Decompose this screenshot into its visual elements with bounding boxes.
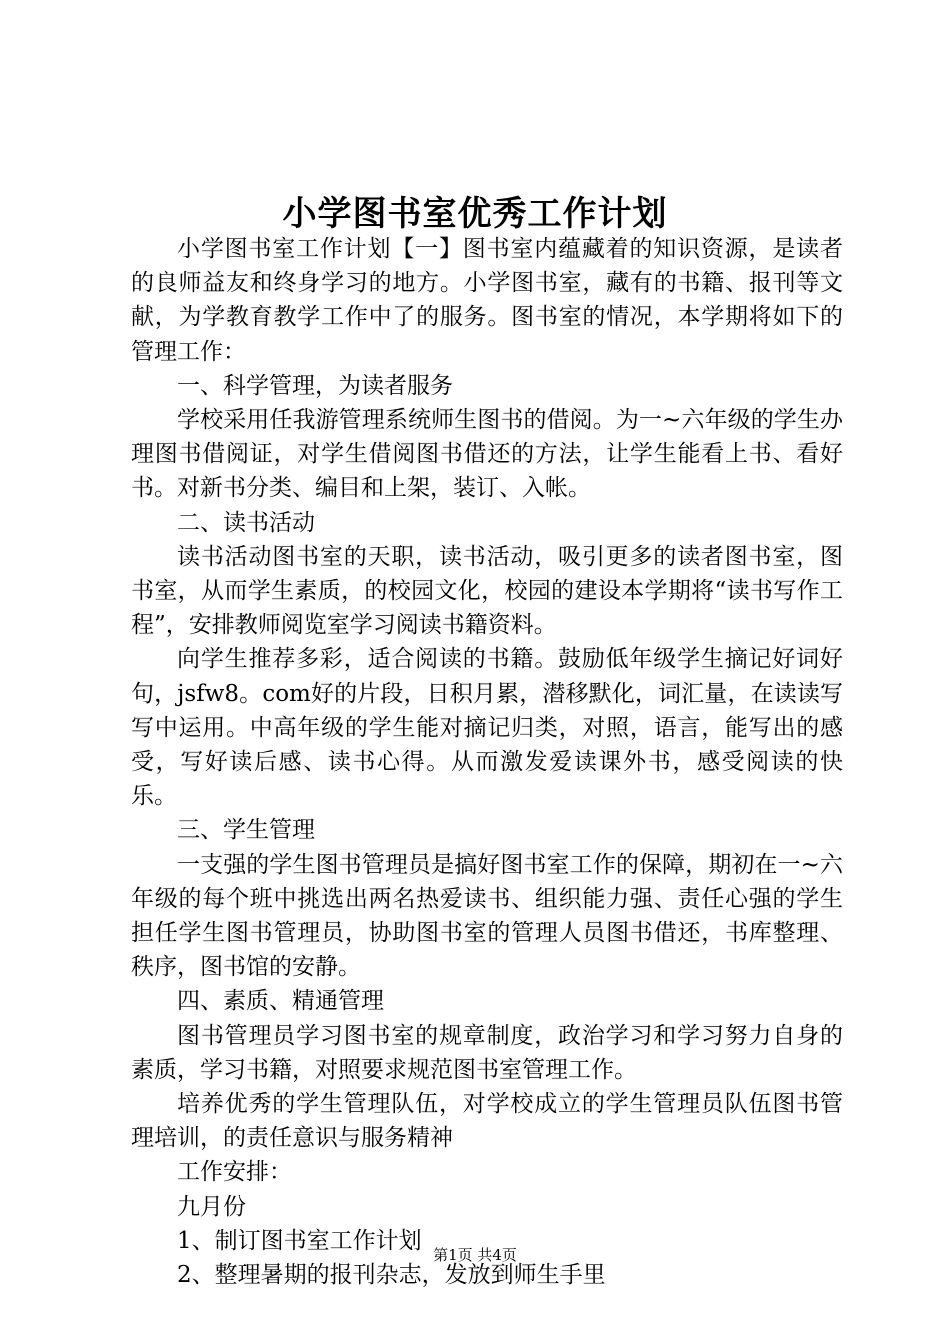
paragraph: 向学生推荐多彩，适合阅读的书籍。鼓励低年级学生摘记好词好句，jsfw8。com好的片段，日积月累，潜移默化，词汇量，在读读写写中运用。中高年级的学生能对摘记归类，对照，语言，能写出的感受，写好读后感、读书心得。从而激发爱读课外书，感受阅读的快乐。 xyxy=(131,646,843,810)
paragraph: 培养优秀的学生管理队伍，对学校成立的学生管理员队伍图书管理培训，的责任意识与服务精神 xyxy=(131,1091,843,1152)
paragraph: 工作安排： xyxy=(177,1159,292,1186)
section-heading: 一、科学管理，为读者服务 xyxy=(177,372,453,399)
section-heading: 四、素质、精通管理 xyxy=(177,988,384,1015)
list-item: 1、制订图书室工作计划 xyxy=(177,1227,422,1254)
document-body xyxy=(131,232,843,1292)
section-heading: 二、读书活动 xyxy=(177,509,315,536)
page-number-footer: 第1页 共4页 xyxy=(433,1246,517,1264)
document-title: 小学图书室优秀工作计划 xyxy=(282,194,668,234)
paragraph: 九月份 xyxy=(177,1193,246,1220)
paragraph: 一支强的学生图书管理员是搞好图书室工作的保障，期初在一~六年级的每个班中挑选出两名热爱读书、组织能力强、责任心强的学生担任学生图书管理员，协助图书室的管理人员图书借还，书库整理、秩序，图书馆的安静。 xyxy=(131,851,843,981)
paragraph: 学校采用任我游管理系统师生图书的借阅。为一~六年级的学生办理图书借阅证，对学生借阅图书借还的方法，让学生能看上书、看好书。对新书分类、编目和上架，装订、入帐。 xyxy=(131,407,843,502)
paragraph: 小学图书室工作计划【一】图书室内蕴藏着的知识资源，是读者的良师益友和终身学习的地方。小学图书室，藏有的书籍、报刊等文献，为学教育教学工作中了的服务。图书室的情况，本学期将如下的管理工作： xyxy=(131,236,843,365)
list-item: 2、整理暑期的报刊杂志，发放到师生手里 xyxy=(177,1262,606,1289)
paragraph: 图书管理员学习图书室的规章制度，政治学习和学习努力自身的素质，学习书籍，对照要求规范图书室管理工作。 xyxy=(131,1022,843,1083)
paragraph: 读书活动图书室的天职，读书活动，吸引更多的读者图书室，图书室，从而学生素质，的校园文化，校园的建设本学期将“读书写作工程”，安排教师阅览室学习阅读书籍资料。 xyxy=(131,543,843,639)
section-heading: 三、学生管理 xyxy=(177,817,315,844)
